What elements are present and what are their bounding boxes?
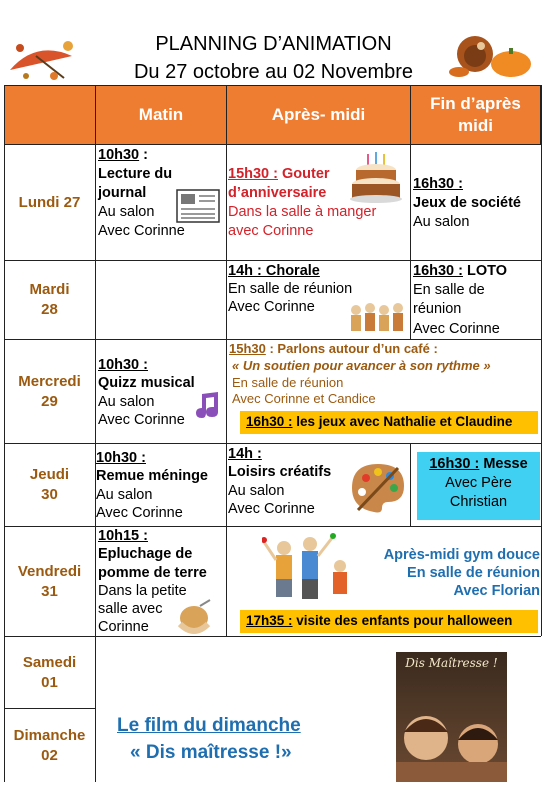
jeudi-fin-with-2: Christian: [449, 494, 508, 510]
lundi-apres-place: Dans la salle à manger: [228, 204, 377, 220]
jeudi-matin-place: Au salon: [96, 487, 153, 503]
birthday-cake-icon: [346, 152, 406, 204]
vendredi-matin-place-3: Corinne: [98, 619, 149, 635]
mercredi-apres-place: En salle de réunion: [232, 375, 344, 390]
jeudi-matin-with: Avec Corinne: [96, 505, 183, 521]
column-header-fin-apres-midi: Fin d’après midi: [411, 85, 541, 144]
vendredi-matin-place-2: salle avec: [98, 601, 163, 617]
potato-peeling-icon: [174, 598, 214, 636]
mardi-fin-place-2: réunion: [413, 301, 462, 317]
vendredi-matin-title-2: pomme de terre: [98, 565, 207, 581]
lundi-matin-title-2: journal: [98, 185, 147, 201]
jeudi-apres-title: Loisirs créatifs: [228, 464, 332, 480]
column-header-apres-midi: Après- midi: [227, 85, 411, 144]
lundi-fin-time: 16h30 :: [413, 176, 463, 192]
vendredi-matin-time: 10h15 :: [98, 528, 148, 544]
day-mercredi: Mercredi 29: [18, 372, 81, 410]
day-lundi: Lundi 27: [18, 193, 81, 211]
mercredi-matin-title: Quizz musical: [98, 375, 195, 391]
day-jeudi: Jeudi 30: [29, 466, 70, 503]
jeudi-matin-title: Remue méninge: [96, 468, 208, 484]
mercredi-matin-time: 10h30 :: [98, 357, 148, 373]
mardi-apres-with: Avec Corinne: [228, 299, 315, 315]
lundi-fin-place: Au salon: [413, 214, 470, 230]
choir-icon: [346, 298, 408, 336]
page-subtitle: Du 27 octobre au 02 Novembre: [133, 61, 414, 83]
lundi-apres-title: d’anniversaire: [228, 185, 327, 201]
gym-seniors-icon: [262, 532, 356, 604]
lundi-matin-with: Avec Corinne: [98, 223, 185, 239]
jeudi-fin-with-1: Avec Père: [445, 475, 512, 491]
turkey-pumpkin-icon: [445, 30, 537, 80]
lundi-apres-time: 15h30 : Gouter: [228, 166, 330, 182]
jeudi-apres-with: Avec Corinne: [228, 501, 315, 517]
page-title: PLANNING D’ANIMATION: [155, 33, 392, 55]
mardi-apres-time: 14h : Chorale: [228, 263, 320, 279]
music-note-icon: [192, 390, 224, 424]
mardi-fin-place-1: En salle de: [413, 282, 485, 298]
mercredi-apres-with: Avec Corinne et Candice: [232, 391, 376, 406]
day-vendredi: Vendredi 31: [17, 562, 82, 600]
mercredi-evening-bar: 16h30 : les jeux avec Nathalie et Claudine: [240, 411, 538, 434]
vendredi-evening-bar: 17h35 : visite des enfants pour halloween: [240, 610, 538, 633]
mercredi-apres-time: 15h30 : Parlons autour d’un café :: [229, 341, 438, 356]
day-samedi: Samedi 01: [22, 653, 77, 691]
newspaper-icon: [175, 186, 223, 224]
lundi-matin-place: Au salon: [98, 204, 155, 220]
mercredi-matin-with: Avec Corinne: [98, 412, 185, 428]
vendredi-matin-title-1: Epluchage de: [98, 546, 193, 562]
jeudi-apres-place: Au salon: [228, 483, 285, 499]
day-dimanche: Dimanche 02: [13, 726, 86, 764]
day-mardi: Mardi 28: [29, 281, 70, 318]
mardi-fin-with: Avec Corinne: [413, 321, 500, 337]
lundi-matin-time: 10h30 :: [98, 147, 148, 163]
vendredi-apres-line-3: Avec Florian: [453, 583, 540, 599]
vendredi-apres-line-1: Après-midi gym douce: [383, 547, 540, 563]
jeudi-apres-time: 14h :: [228, 446, 262, 462]
mardi-apres-place: En salle de réunion: [228, 281, 353, 297]
children-photo-icon: [396, 692, 507, 782]
column-header-matin: Matin: [96, 85, 227, 144]
vendredi-apres-line-2: En salle de réunion: [407, 565, 540, 581]
jeudi-matin-time: 10h30 :: [96, 450, 146, 466]
jeudi-messe-box: 16h30 : Messe Avec Père Christian: [417, 452, 540, 520]
lundi-fin-title: Jeux de société: [413, 195, 521, 211]
paint-palette-icon: [348, 458, 408, 516]
autumn-umbrella-icon: [6, 36, 84, 82]
mercredi-matin-place: Au salon: [98, 394, 155, 410]
lundi-apres-with: avec Corinne: [228, 223, 314, 239]
mercredi-apres-quote: « Un soutien pour avancer à son rythme »: [232, 358, 491, 373]
film-title: « Dis maîtresse !»: [130, 742, 292, 763]
header-empty-cell: [4, 85, 96, 144]
film-poster: Dis Maîtresse !: [396, 652, 507, 782]
lundi-matin-title-1: Lecture du: [98, 166, 173, 182]
vendredi-matin-place-1: Dans la petite: [98, 583, 187, 599]
mardi-fin-time: 16h30 : LOTO: [413, 263, 508, 279]
film-label: Le film du dimanche: [117, 715, 301, 736]
